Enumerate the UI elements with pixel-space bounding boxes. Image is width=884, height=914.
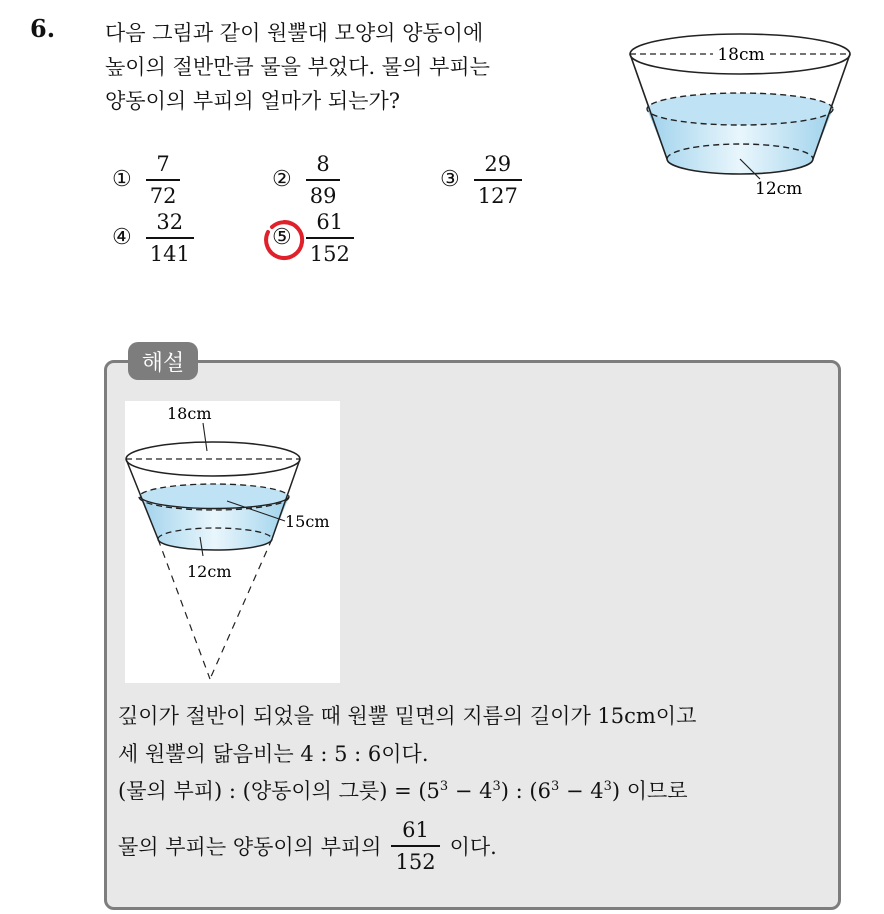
cone-bottom-label: 12cm bbox=[187, 562, 232, 581]
option-1[interactable]: ① $\frac{7}{72}$ bbox=[112, 152, 180, 208]
bucket-figure bbox=[625, 14, 865, 194]
option-5[interactable]: ⑤ $\frac{61}{152}$ bbox=[272, 210, 354, 266]
question-line-2: 높이의 절반만큼 물을 부었다. 물의 부피는 bbox=[105, 55, 490, 79]
answer-circle-icon bbox=[262, 218, 306, 262]
top-diameter-label: 18cm bbox=[717, 45, 765, 65]
cone-middle-label: 15cm bbox=[285, 512, 330, 531]
question-text bbox=[105, 16, 605, 118]
option-2[interactable]: ② $\frac{8}{89}$ bbox=[272, 152, 340, 208]
cone-top-label: 18cm bbox=[167, 404, 212, 423]
option-4-fraction: $\frac{32}{141}$ bbox=[146, 210, 194, 266]
solution-fraction: $\frac{61}{152}$ bbox=[391, 818, 439, 874]
solution-tag: 해설 bbox=[128, 342, 198, 380]
bottom-diameter-label: 12cm bbox=[755, 179, 803, 194]
solution-line-3: (물의 부피) : (양동이의 그릇) = $(5^3 - 4^3)$ : $(6^3 - 4^3)$ 이므로 bbox=[118, 779, 688, 803]
option-3-fraction: $\frac{29}{127}$ bbox=[474, 152, 522, 208]
option-5-fraction: $\frac{61}{152}$ bbox=[306, 210, 354, 266]
question-number: 6. bbox=[30, 14, 56, 43]
option-3[interactable]: ③ $\frac{29}{127}$ bbox=[440, 152, 522, 208]
cone-figure bbox=[125, 401, 340, 683]
solution-line-1: 깊이가 절반이 되었을 때 원뿔 밑면의 지름의 길이가 15cm이고 bbox=[118, 704, 697, 728]
option-2-fraction: $\frac{8}{89}$ bbox=[306, 152, 341, 208]
option-1-fraction: $\frac{7}{72}$ bbox=[146, 152, 181, 208]
question-line-1: 다음 그림과 같이 원뿔대 모양의 양동이에 bbox=[105, 21, 484, 45]
question-line-3: 양동이의 부피의 얼마가 되는가? bbox=[105, 89, 401, 113]
option-4[interactable]: ④ $\frac{32}{141}$ bbox=[112, 210, 194, 266]
solution-line-2: 세 원뿔의 닮음비는 4 : 5 : 6이다. bbox=[118, 742, 429, 766]
solution-line-4: 물의 부피는 양동이의 부피의 $\frac{61}{152}$ 이다. bbox=[118, 818, 497, 874]
